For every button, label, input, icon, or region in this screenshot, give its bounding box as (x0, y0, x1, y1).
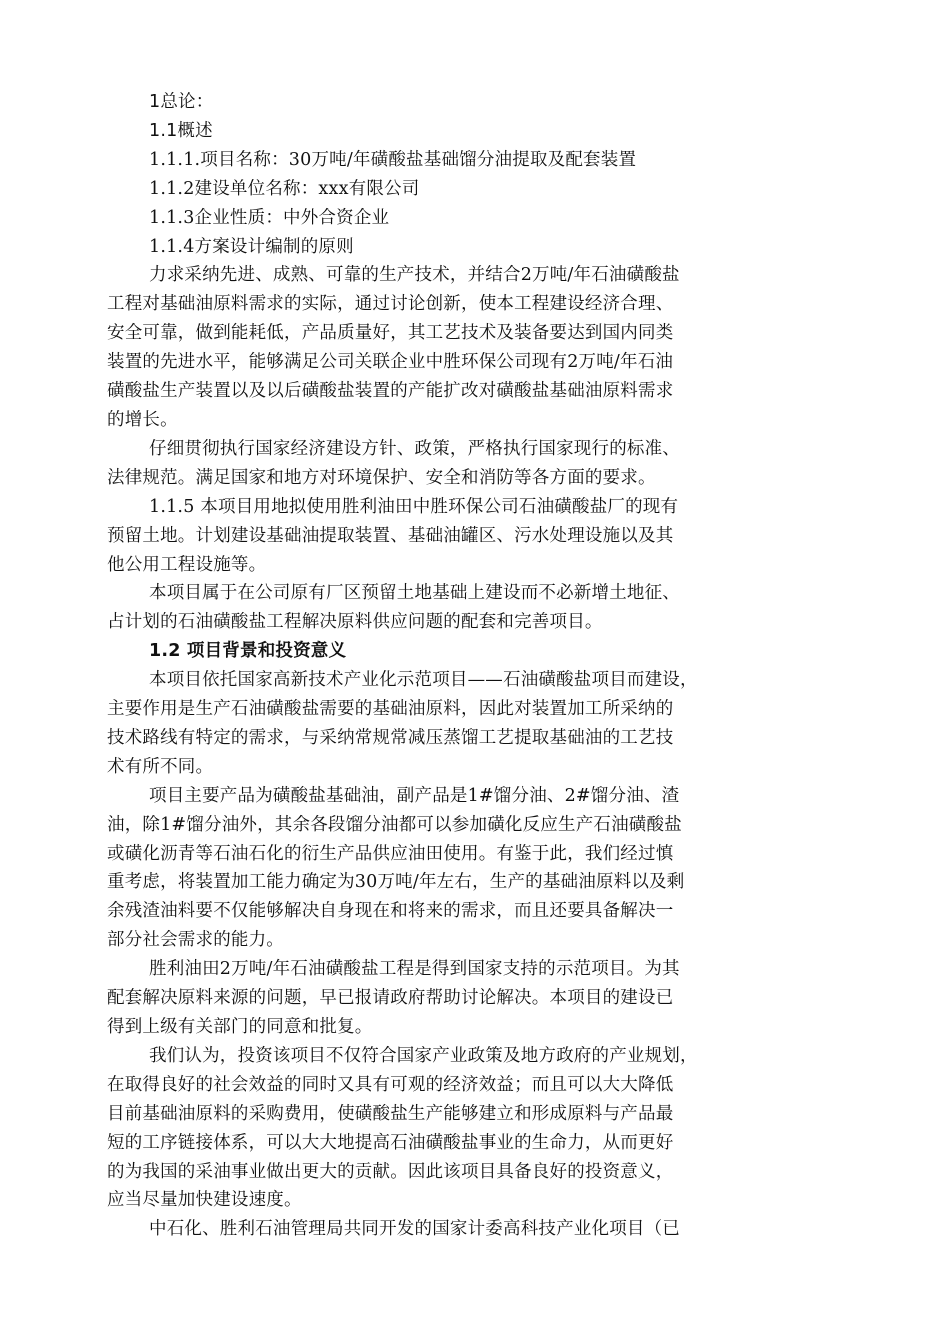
paragraph-line: 本项目依托国家高新技术产业化示范项目——石油磺酸盐项目而建设， (149, 670, 698, 691)
paragraph-line: 得到上级有关部门的同意和批复。 (107, 1017, 373, 1037)
item-1-1-3: 1.1.3企业性质：中外合资企业 (149, 207, 390, 228)
item-1-1-5: 1.1.5 本项目用地拟使用胜利油田中胜环保公司石油磺酸盐厂的现有 (149, 496, 679, 517)
paragraph-line: 他公用工程设施等。 (107, 554, 267, 575)
paragraph-line: 装置的先进水平，能够满足公司关联企业中胜环保公司现有2万吨/年石油 (107, 352, 674, 373)
paragraph-line: 在取得良好的社会效益的同时又具有可观的经济效益；而且可以大大降低 (107, 1074, 674, 1095)
paragraph-line: 重考虑，将装置加工能力确定为30万吨/年左右，生产的基础油原料以及剩 (107, 872, 685, 893)
paragraph-line: 预留土地。计划建设基础油提取装置、基础油罐区、污水处理设施以及其 (107, 525, 674, 546)
paragraph-line: 磺酸盐生产装置以及以后磺酸盐装置的产能扩改对磺酸盐基础油原料需求 (107, 381, 674, 402)
paragraph-line: 术有所不同。 (107, 756, 214, 777)
paragraph-line: 法律规范。满足国家和地方对环境保护、安全和消防等各方面的要求。 (107, 467, 656, 488)
heading-1-2: 1.2 项目背景和投资意义 (149, 641, 347, 662)
paragraph-line: 部分社会需求的能力。 (107, 930, 284, 951)
paragraph-line: 中石化、胜利石油管理局共同开发的国家计委高科技产业化项目（已 (149, 1219, 680, 1240)
paragraph-line: 的为我国的采油事业做出更大的贡献。因此该项目具备良好的投资意义， (107, 1161, 674, 1182)
paragraph-line: 仔细贯彻执行国家经济建设方针、政策，严格执行国家现行的标准、 (149, 438, 680, 459)
paragraph-line: 安全可靠，做到能耗低，产品质量好，其工艺技术及装备要达到国内同类 (107, 323, 674, 344)
paragraph-line: 油，除1#馏分油外，其余各段馏分油都可以参加磺化反应生产石油磺酸盐 (107, 814, 682, 835)
item-1-1-2: 1.1.2建设单位名称：xxx有限公司 (149, 178, 420, 199)
paragraph-line: 的增长。 (107, 409, 178, 430)
item-1-1-1: 1.1.1.项目名称：30万吨/年磺酸盐基础馏分油提取及配套装置 (149, 149, 637, 170)
heading-1-1: 1.1概述 (149, 120, 213, 141)
item-1-1-4: 1.1.4方案设计编制的原则 (149, 236, 354, 257)
document-body (107, 88, 847, 1244)
paragraph-line: 技术路线有特定的需求，与采纳常规常减压蒸馏工艺提取基础油的工艺技 (107, 727, 674, 748)
paragraph-line: 项目主要产品为磺酸盐基础油，副产品是1#馏分油、2#馏分油、渣 (149, 785, 680, 806)
paragraph-line: 工程对基础油原料需求的实际，通过讨论创新，使本工程建设经济合理、 (107, 294, 674, 315)
paragraph-line: 本项目属于在公司原有厂区预留土地基础上建设而不必新增土地征、 (149, 583, 680, 604)
paragraph-line: 胜利油田2万吨/年石油磺酸盐工程是得到国家支持的示范项目。为其 (149, 959, 680, 980)
paragraph-line: 应当尽量加快建设速度。 (107, 1190, 302, 1211)
paragraph-line: 目前基础油原料的采购费用，使磺酸盐生产能够建立和形成原料与产品最 (107, 1103, 674, 1124)
heading-1: 1总论： (149, 92, 214, 112)
paragraph-line: 我们认为，投资该项目不仅符合国家产业政策及地方政府的产业规划， (149, 1045, 698, 1066)
paragraph-line: 配套解决原料来源的问题，早已报请政府帮助讨论解决。本项目的建设已 (107, 988, 674, 1009)
paragraph-line: 占计划的石油磺酸盐工程解决原料供应问题的配套和完善项目。 (107, 612, 603, 633)
paragraph-line: 主要作用是生产石油磺酸盐需要的基础油原料，因此对装置加工所采纳的 (107, 699, 674, 720)
paragraph-line: 或磺化沥青等石油石化的衍生产品供应油田使用。有鉴于此，我们经过慎 (107, 843, 674, 864)
paragraph-line: 短的工序链接体系，可以大大地提高石油磺酸盐事业的生命力，从而更好 (107, 1132, 674, 1153)
paragraph-line: 余残渣油料要不仅能够解决自身现在和将来的需求，而且还要具备解决一 (107, 901, 674, 922)
paragraph-line: 力求采纳先进、成熟、可靠的生产技术，并结合2万吨/年石油磺酸盐 (149, 265, 680, 286)
